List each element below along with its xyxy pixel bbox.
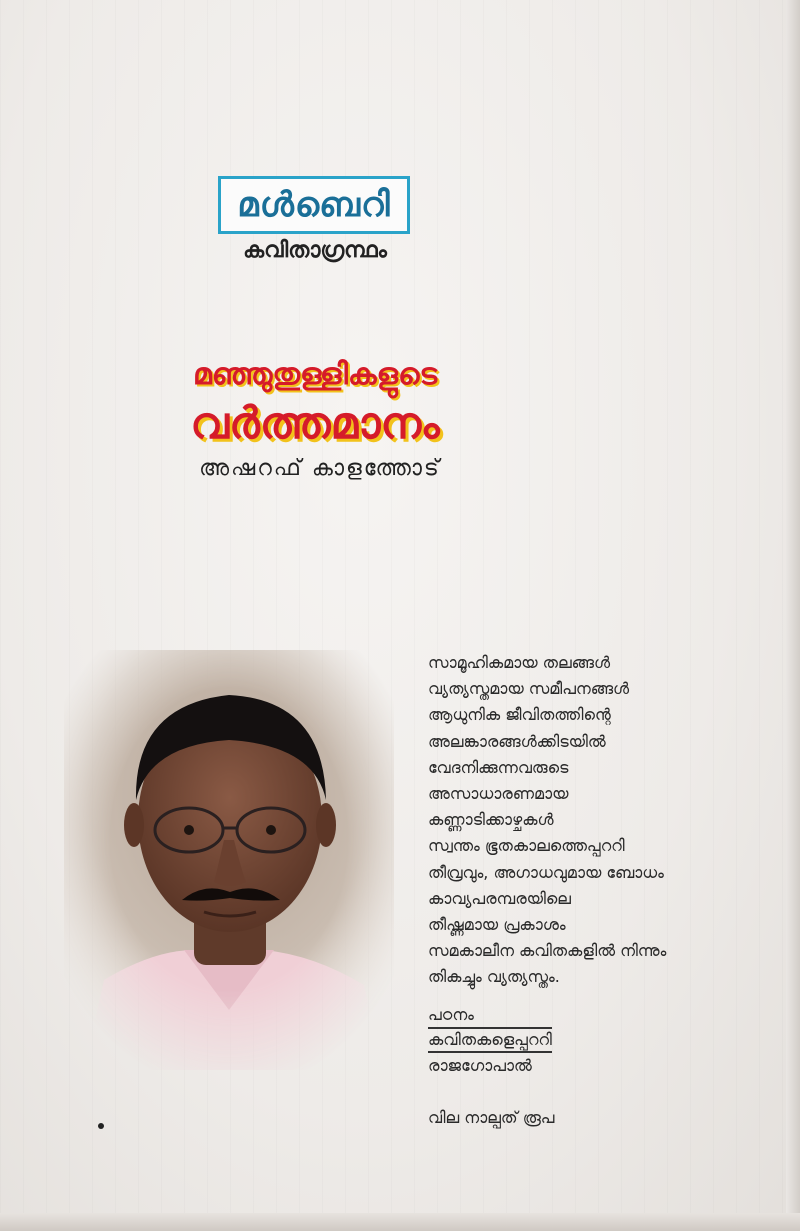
study-block <box>428 1002 768 1078</box>
author-portrait-illustration <box>64 650 394 1070</box>
blurb-line: കാവ്യപരമ്പരയിലെ <box>428 888 571 908</box>
blurb-line: അസാധാരണമായ <box>428 784 569 804</box>
publisher-name: മൾബെറി <box>237 185 391 225</box>
blurb-line: കണ്ണാടിക്കാഴ്ചകൾ <box>428 810 554 830</box>
author-name: അഷറഫ് കാളത്തോട് <box>199 456 441 481</box>
study-title: കവിതകളെപ്പററി <box>428 1027 552 1053</box>
blurb-line: സമകാലീന കവിതകളിൽ നിന്നും <box>428 941 667 961</box>
blurb-text <box>428 650 768 991</box>
blurb-line: വേദനിക്കുന്നവരുടെ <box>428 757 569 777</box>
ink-speck <box>98 1123 104 1129</box>
blurb-line: തീഷ്ണമായ പ്രകാശം <box>428 915 566 935</box>
blurb-line: സ്വന്തം ഭൂതകാലത്തെപ്പററി <box>428 836 625 856</box>
page-edge-bottom <box>0 1213 800 1231</box>
price-label: വില നാല്പത് രൂപ <box>428 1108 555 1127</box>
study-author: രാജഗോപാൽ <box>428 1056 532 1075</box>
book-title-line2: വർത്തമാനം <box>190 398 440 449</box>
author-photo <box>64 650 394 1070</box>
blurb-line: സാമൂഹികമായ തലങ്ങൾ <box>428 653 611 672</box>
blurb-line: അലങ്കാരങ്ങൾക്കിടയിൽ <box>428 731 606 751</box>
blurb-line: തികച്ചും വ്യത്യസ്തം. <box>428 967 560 987</box>
book-title-line1: മഞ്ഞുതുള്ളികളുടെ <box>192 357 438 392</box>
genre-label: കവിതാഗ്രന്ഥം <box>243 238 387 263</box>
publisher-logo-box <box>218 176 410 234</box>
page-edge-right <box>786 0 800 1231</box>
blurb-line: തീവ്രവും, അഗാധവുമായ ബോധം <box>428 862 664 882</box>
study-label: പഠനം <box>428 1005 474 1024</box>
blurb-line: ആധുനിക ജീവിതത്തിന്റെ <box>428 705 611 725</box>
blurb-line: വ്യത്യസ്തമായ സമീപനങ്ങൾ <box>428 679 630 699</box>
